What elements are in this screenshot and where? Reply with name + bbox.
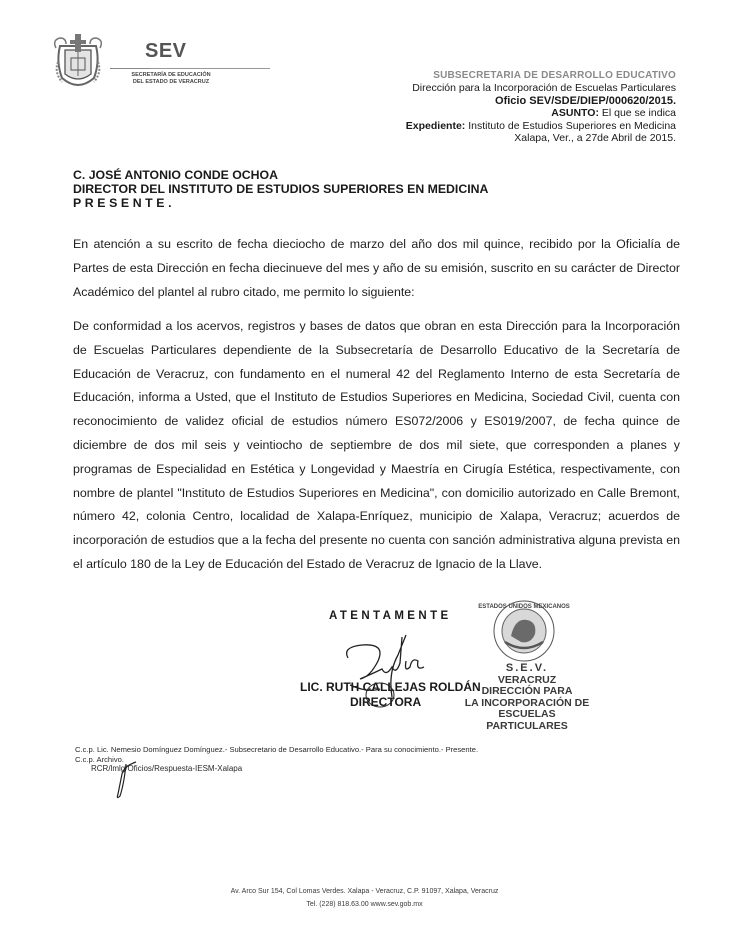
recipient-title: DIRECTOR DEL INSTITUTO DE ESTUDIOS SUPERIORES EN MEDICINA: [73, 182, 489, 197]
seal-line: ESCUELAS PARTICULARES: [486, 708, 568, 732]
direccion-line: Dirección para la Incorporación de Escuelas Particulares: [412, 82, 676, 95]
subtitle-line: DEL ESTADO DE VERACRUZ: [132, 79, 210, 85]
expediente-line: [406, 120, 676, 132]
recipient-name: C. JOSÉ ANTONIO CONDE OCHOA: [73, 168, 278, 182]
expediente-label: Expediente:: [405, 119, 466, 132]
letterhead-subtitle: [124, 72, 218, 86]
footer-address: Av. Arco Sur 154, Col Lomas Verdes. Xalapa - Veracruz, C.P. 91097, Xalapa, Veracruz: [230, 888, 499, 895]
seal-text: [458, 663, 596, 732]
oficio-number: Oficio SEV/SDE/DIEP/000620/2015.: [495, 94, 676, 107]
handwritten-signature-icon: [340, 633, 450, 718]
seal-line: VERACRUZ: [497, 673, 557, 686]
asunto-value: El que se indica: [598, 107, 676, 120]
veracruz-coat-of-arms-icon: [52, 32, 104, 92]
body-paragraph: En atención a su escrito de fecha dieciocho de marzo del año dos mil quince, recibido por la Oficialía de Partes de esta Dirección en fecha diecinueve del mes y año de su emisión, suscrito en su carácter de Director Académico del plantel al rubro citado, me permito lo siguiente:: [73, 237, 680, 299]
subsecretaria-heading: SUBSECRETARIA DE DESARROLLO EDUCATIVO: [433, 70, 676, 81]
asunto-label: ASUNTO:: [551, 107, 599, 120]
expediente-value: Instituto de Estudios Superiores en Medicina: [465, 119, 676, 132]
recipient-block: [73, 168, 488, 211]
signer-title: DIRECTORA: [350, 695, 422, 709]
handwritten-initials-icon: [110, 760, 138, 800]
page-footer: [0, 886, 729, 911]
closing-atentamente: ATENTAMENTE: [329, 610, 452, 622]
mexican-eagle-seal-icon: [478, 598, 570, 664]
ccp-line: C.c.p. Archivo.: [75, 754, 124, 764]
seal-line: DIRECCIÓN PARA: [481, 685, 573, 697]
presente-line: PRESENTE.: [73, 196, 176, 211]
ccp-line: C.c.p. Lic. Nemesio Domínguez Domínguez.- Subsecretario de Desarrollo Educativo.- Para su conocimiento.- Presente.: [75, 745, 479, 754]
file-reference: RCR/lmlg/Oficios/Respuesta-IESM-Xalapa: [91, 764, 243, 773]
signer-name: LIC. RUTH CALLEJAS ROLDÁN: [300, 680, 481, 694]
seal-line: LA INCORPORACIÓN DE: [464, 696, 590, 709]
footer-contact: Tel. (228) 818.63.00 www.sev.gob.mx: [306, 900, 423, 908]
body-paragraph: De conformidad a los acervos, registros y bases de datos que obran en esta Dirección para la Incorporación de Escuelas Particulares dependiente de la Subsecretaría de Desarrollo Educativo de la Secretaría de Educación de Veracruz, con fundamento en el numeral 42 del Reglamento Interno de esta Secretaría de Educación, informa a Usted, que el Instituto de Estudios Superiores en Medicina, Sociedad Civil, cuenta con reconocimiento de validez oficial de estudios número ES072/2006 y ES019/2007, de fecha quince de diciembre de dos mil seis y veintiocho de septiembre de dos mil siete, que corresponden a planes y programas de Especialidad en Estética y Longevidad y Maestría en Cirugía Estética, respectivamente, con nombre de plantel "Instituto de Estudios Superiores en Medicina", con domicilio autorizado en Calle Bremont, número 42, colonia Centro, localidad de Xalapa-Enríquez, municipio de Xalapa, Veracruz; acuerdos de incorporación de estudios que a la fecha del presente no cuenta con sanción administrativa alguna prevista en el artículo 180 de la Ley de Educación del Estado de Veracruz de Ignacio de la Llave.: [73, 319, 680, 571]
asunto-line: [406, 107, 676, 119]
seal-ring-text: ESTADOS UNIDOS MEXICANOS: [478, 604, 570, 610]
subtitle-line: SECRETARÍA DE EDUCACIÓN: [131, 72, 211, 78]
place-date: Xalapa, Ver., a 27de Abril de 2015.: [514, 132, 676, 145]
seal-line: S.E.V.: [505, 662, 549, 674]
document-header: [406, 70, 676, 144]
sev-wordmark: SEV: [145, 40, 187, 62]
letterhead-divider: [150, 68, 270, 69]
